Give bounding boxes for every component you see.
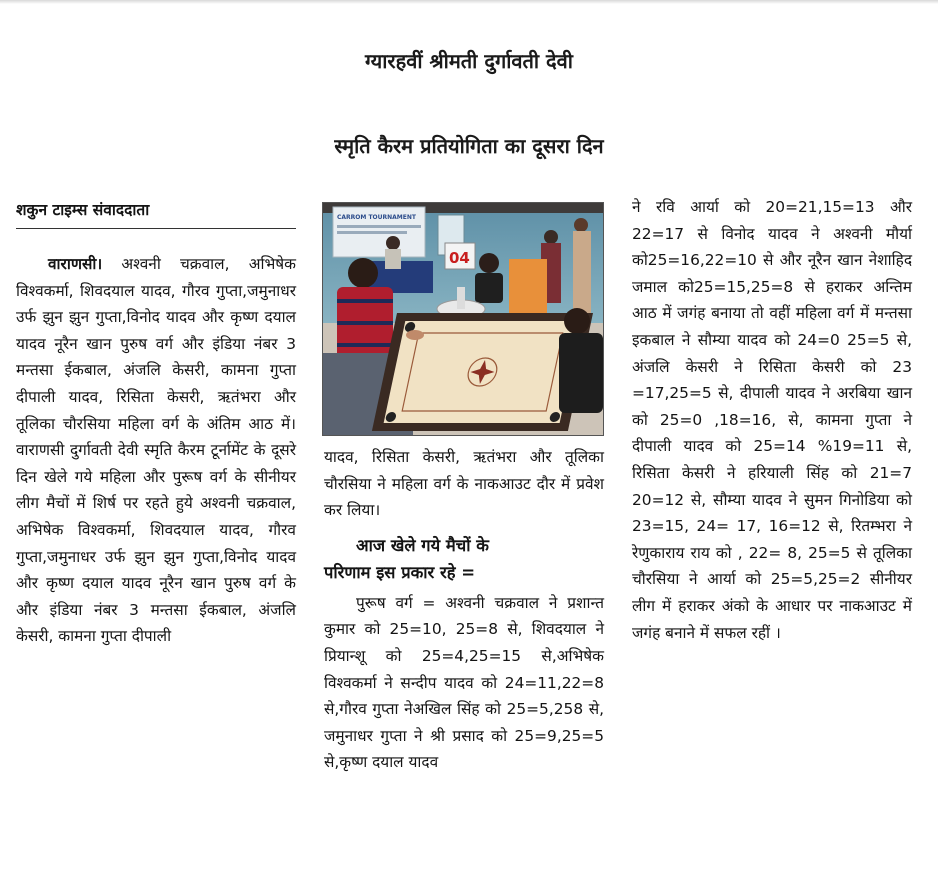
banner-text: CARROM TOURNAMENT	[337, 214, 416, 221]
article-intro	[16, 251, 296, 650]
spectator-body	[385, 249, 401, 269]
dateline: वाराणसी।	[48, 255, 103, 273]
shirt-check	[337, 299, 393, 303]
photo-illustration	[323, 203, 603, 435]
player-body	[559, 333, 603, 413]
spectator-head	[574, 218, 588, 232]
chair	[509, 259, 547, 315]
spectator-head	[386, 236, 400, 250]
article-continuation: यादव, रिसिता केसरी, ऋतंभरा और तूलिका चौरसिया ने महिला वर्ग के नाकआउट दौर में प्रवेश कर लिया।	[324, 448, 604, 520]
carrom-match-photo	[322, 202, 604, 436]
article-column-1	[16, 196, 296, 650]
match-results: पुरूष वर्ग = अश्वनी चक्रवाल ने प्रशान्त कुमार को 25=10, 25=8 से, शिवदयाल ने प्रियान्शू को 25=4,25=15 से,अभिषेक विश्वकर्मा ने सन्दीप यादव को 24=11,22=8 से,गौरव गुप्ता नेअखिल सिंह को 25=5,258 से, जमुनाधर गुप्ता ने श्री प्रसाद को 25=9,25=5 से,कृष्ण दयाल यादव	[324, 593, 604, 772]
referee-head	[479, 253, 499, 273]
article-column-3	[632, 194, 912, 646]
page-top-edge	[0, 0, 938, 4]
match-results-continued: ने रवि आर्या को 20=21,15=13 और 22=17 से विनोद यादव ने अश्वनी मौर्या को25=16,22=10 से और नूरैन खान नेशाहिद जमाल को25=15,25=8 से हराकर अन्तिम आठ में जगंह बनाया तो वहीं महिला वर्ग में मन्तसा इकबाल ने सौम्या यादव को 24=0 25=5 से, अंजलि केसरी ने रिसिता केसरी को 23 =17,25=5 से, दीपाली यादव ने अरबिया खान को 25=0 ,18=16, से, कामना गुप्ता ने दीपाली यादव को 25=14 %19=11 से, रिसिता केसरी ने हरियाली सिंह को 21=7 20=12 से, सौम्या यादव ने सुमन गिनोडिया को 23=15, 24= 17, 16=12 से, रितम्भरा ने रेणुकाराय राय को , 22= 8, 25=5 से तूलिका चौरसिया ने आर्या को 25=5,25=2 सीनीयर लीग में हराकर अंको के आधार पर नाकआउट में जगंह बनाने में सफल रहीं ।	[632, 198, 912, 642]
byline: शकुन टाइम्स संवाददाता	[16, 196, 296, 229]
player-head	[348, 258, 378, 288]
headline-line-2: स्मृति कैरम प्रतियोगिता का दूसरा दिन	[334, 134, 604, 158]
spectator-head	[544, 230, 558, 244]
board-number: 04	[449, 249, 470, 267]
headline-line-1: ग्यारहवीं श्रीमती दुर्गावती देवी	[365, 49, 573, 73]
referee-body	[475, 273, 503, 303]
lamp-stand	[457, 287, 465, 309]
article-column-2	[324, 444, 604, 776]
banner-line	[337, 225, 421, 228]
intro-text: अश्वनी चक्रवाल, अभिषेक विश्वकर्मा, शिवदयाल यादव, गौरव गुप्ता,जमुनाधर उर्फ झुन झुन गुप्ता,विनोद यादव और कृष्ण दयाल यादव नूरैन खान पुरुष वर्ग और इंडिया नंबर 3 मन्तसा ईकबाल, अंजलि केसरी, कामना गुप्ता दीपाली यादव, रिसिता केसरी, ऋतंभरा और तूलिका चौरसिया महिला वर्ग के अंतिम आठ में। वाराणसी दुर्गावती देवी स्मृति कैरम टूर्नामेंट के दूसरे दिन खेले गये महिला और पुरूष वर्ग के सीनीयर लीग मैचों में शिर्ष पर रहते हुये अश्वनी चक्रवाल, अभिषेक विश्वकर्मा, शिवदयाल यादव, गौरव गुप्ता,जमुनाधर उर्फ झुन झुन गुप्ता,विनोद यादव और कृष्ण दयाल यादव नूरैन खान पुरुष वर्ग के और इंडिया नंबर 3 मन्तसा ईकबाल, अंजलि केसरी, कामना गुप्ता दीपाली	[16, 255, 296, 646]
shirt-check	[337, 321, 393, 325]
banner-line	[337, 231, 407, 234]
player-head	[564, 308, 590, 334]
results-subhead-line-2: परिणाम इस प्रकार रहे =	[324, 562, 476, 582]
results-subhead	[324, 532, 604, 586]
results-subhead-line-1: आज खेले गये मैचों के	[356, 535, 489, 555]
shirt-check	[337, 343, 393, 347]
spectator-body	[573, 231, 591, 313]
player-hand	[406, 330, 424, 340]
